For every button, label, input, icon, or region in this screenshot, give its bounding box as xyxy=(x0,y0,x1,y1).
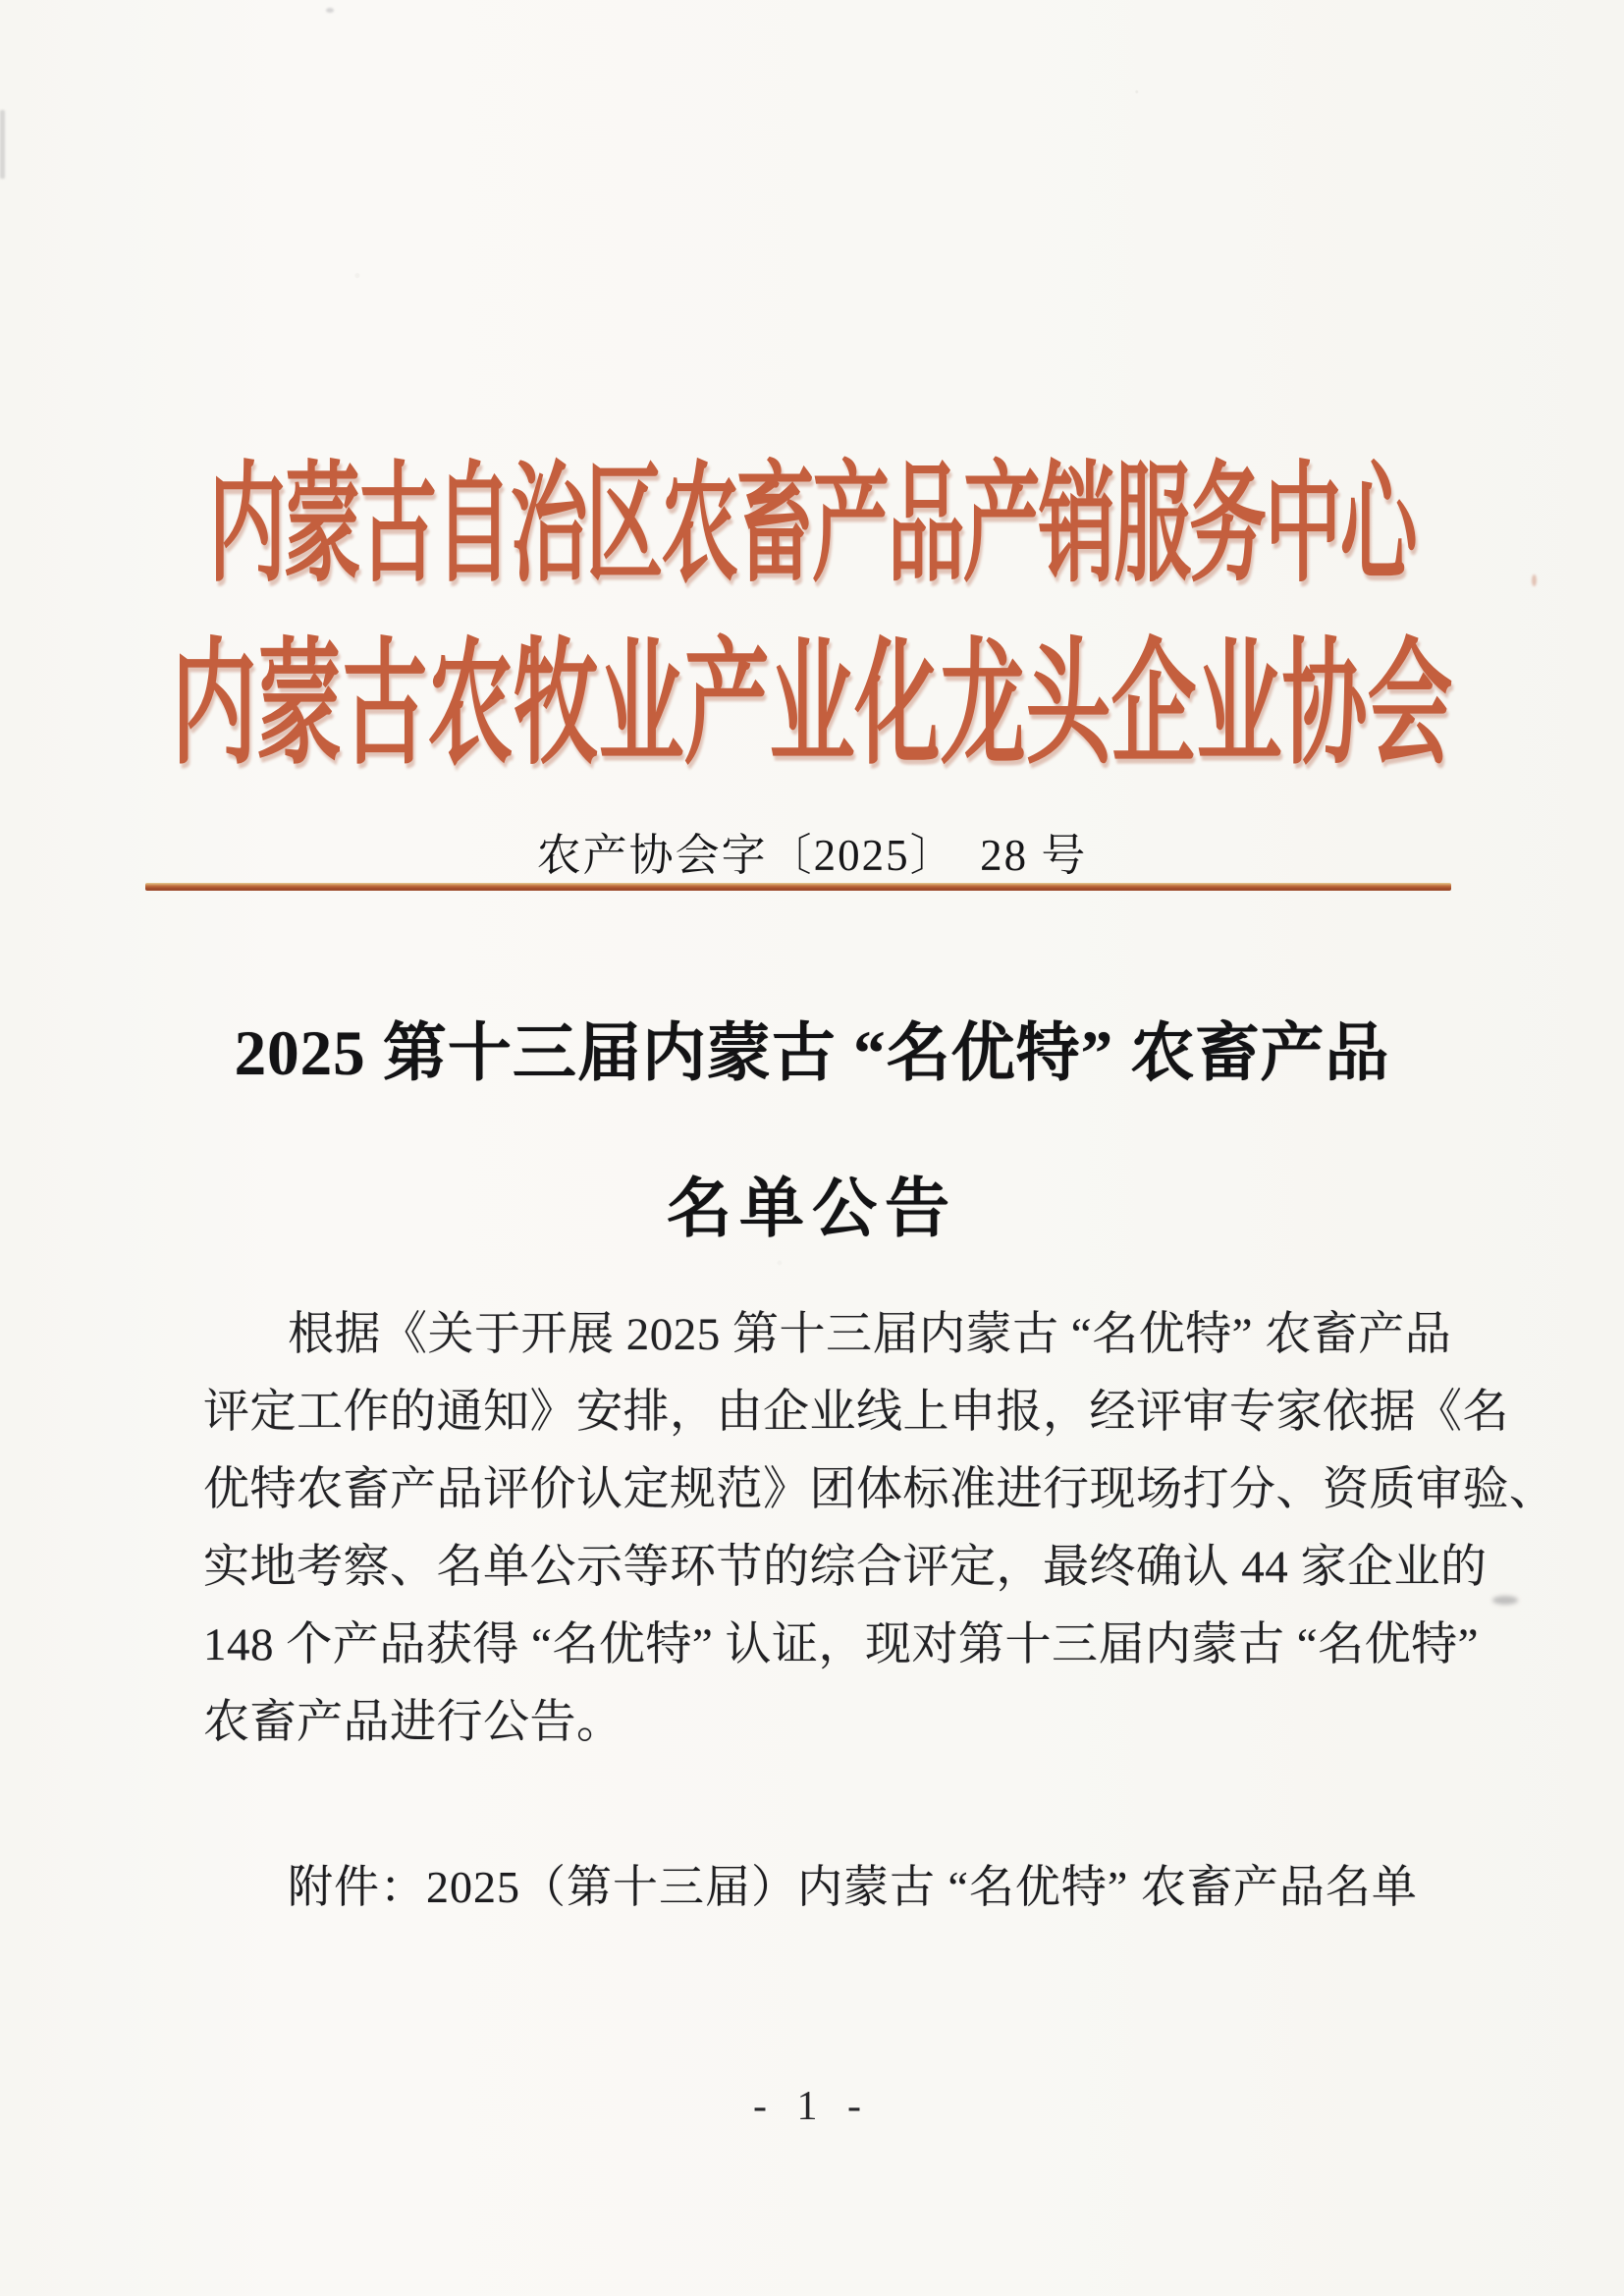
body-paragraph-line: 148 个产品获得 “名优特” 认证，现对第十三届内蒙古 “名优特” xyxy=(203,1619,1479,1670)
attachment-reference: 附件：2025（第十三届）内蒙古 “名优特” 农畜产品名单 xyxy=(288,1862,1418,1912)
document-title-line-2: 名单公告 xyxy=(667,1174,957,1245)
scan-edge-mark xyxy=(0,110,5,179)
body-paragraph-line: 实地考察、名单公示等环节的综合评定，最终确认 44 家企业的 xyxy=(203,1542,1488,1593)
body-paragraph-line: 优特农畜产品评价认定规范》团体标准进行现场打分、资质审验、 xyxy=(203,1464,1556,1515)
body-paragraph-line: 农畜产品进行公告。 xyxy=(203,1697,623,1748)
document-number: 农产协会字〔2025〕 28 号 xyxy=(536,831,1088,880)
scan-speck xyxy=(326,8,334,13)
red-header-rule xyxy=(145,883,1451,891)
document-title-line-1: 2025 第十三届内蒙古 “名优特” 农畜产品 xyxy=(234,1018,1390,1089)
body-paragraph-line: 根据《关于开展 2025 第十三届内蒙古 “名优特” 农畜产品 xyxy=(288,1309,1452,1360)
org-name-line-1: 内蒙古自治区农畜产品产销服务中心 xyxy=(208,455,1416,599)
scan-smudge xyxy=(1492,1596,1518,1605)
body-paragraph-line: 评定工作的通知》安排，由企业线上申报，经评审专家依据《名 xyxy=(203,1387,1509,1438)
org-name-line-2: 内蒙古农牧业产业化龙头企业协会 xyxy=(171,629,1453,782)
page-number: - 1 - xyxy=(753,2084,871,2129)
